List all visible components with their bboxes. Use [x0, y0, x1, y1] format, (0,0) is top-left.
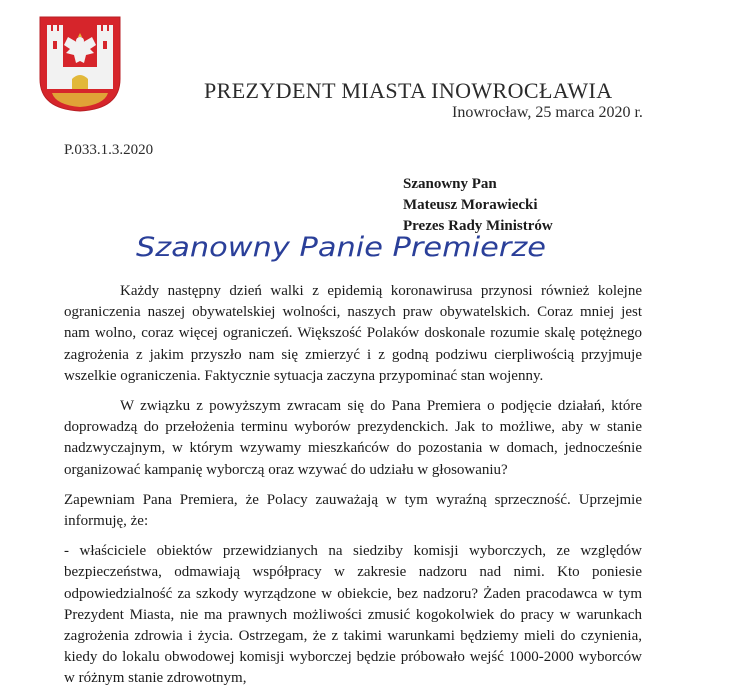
addressee-salutation-line: Szanowny Pan: [403, 176, 497, 192]
handwritten-salutation: [132, 222, 562, 272]
place-and-date: Inowrocław, 25 marca 2020 r.: [452, 104, 643, 121]
body-paragraph: W związku z powyższym zwracam się do Pana Premiera o podjęcie działań, które doprowadzą do przełożenia terminu wyborów prezydenckich. Jak to możliwe, aby w stanie nadzwyczajnym, w którym wzywamy mieszkańców do pozostania w domach, jednocześnie organizować kampanię wyborczą oraz wzywać do udziału w głosowaniu?: [64, 398, 642, 478]
coat-of-arms-icon: [38, 15, 122, 113]
letter-body: [64, 281, 642, 690]
body-paragraph: Zapewniam Pana Premiera, że Polacy zauważają w tym wyraźną sprzeczność. Uprzejmie informuję, że:: [64, 491, 642, 530]
sender-title: PREZYDENT MIASTA INOWROCŁAWIA: [204, 78, 613, 103]
crest-right-tower: [97, 25, 113, 89]
addressee-name: Mateusz Morawiecki: [403, 197, 538, 213]
handwritten-salutation-text: Szanowny Panie Premierze: [136, 232, 546, 263]
body-paragraph: - właściciele obiektów przewidzianych na siedziby komisji wyborczych, ze względów bezpieczeństwa, odmawiają współpracy w zakresie nadzoru nad nimi. Kto poniesie odpowiedzialność za szkody wyrządzone w obiekcie, bez nadzoru? Żaden pracodawca w tym Prezydent Miasta, nie ma prawnych możliwości zmusić kogokolwiek do pracy w warunkach zagrożenia zdrowia i życia. Ostrzegam, że z takimi warunkami będziemy mieli do czynienia, kiedy do lokalu obwodowej komisji wyborczej będzie próbowało wejść 1000-2000 wyborców w różnym stanie zdrowotnym,: [64, 543, 642, 687]
body-paragraph: Każdy następny dzień walki z epidemią koronawirusa przynosi również kolejne ograniczenia naszej obywatelskiej wolności, naszych praw obywatelskich. Coraz mniej jest nam wolno, coraz więcej ograniczeń. Większość Polaków doskonale rozumie skalę potężnego zagrożenia z jakim przyszło nam się zmierzyć i z godną podziwu cierpliwością przyjmuje wszelkie ograniczenia. Faktycznie sytuacja zaczyna przypominać stan wojenny.: [64, 283, 642, 384]
crest-left-tower: [47, 25, 63, 89]
reference-number: P.033.1.3.2020: [64, 142, 154, 158]
addressee-position: Prezes Rady Ministrów: [403, 218, 553, 234]
